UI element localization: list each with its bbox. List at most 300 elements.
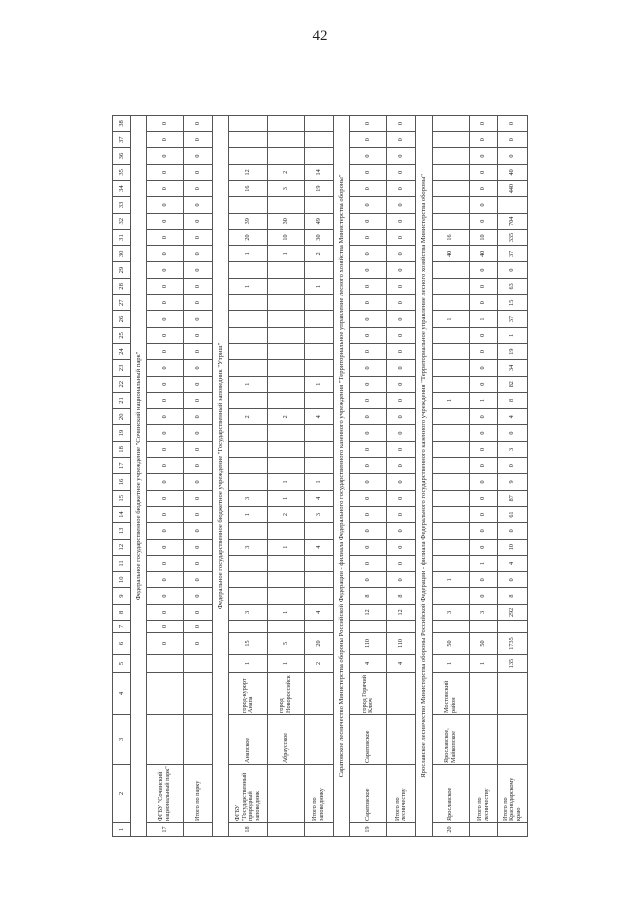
table-cell: 8 [498, 588, 528, 604]
table-cell: 0 [184, 539, 213, 555]
table-cell [229, 572, 268, 588]
table-cell: 3 [432, 604, 469, 620]
column-number-cell: 35 [113, 164, 131, 180]
table-cell: 10 [469, 229, 498, 245]
column-number-cell: 33 [113, 197, 131, 213]
table-cell [229, 262, 268, 278]
column-number-cell: 26 [113, 311, 131, 327]
table-cell: 0 [469, 148, 498, 164]
table-cell: 0 [387, 327, 416, 343]
table-cell: 17 [147, 823, 184, 837]
table-cell [229, 474, 268, 490]
table-cell [432, 506, 469, 522]
table-cell: 3 [229, 539, 268, 555]
table-cell: 1 [305, 278, 334, 294]
column-number-cell: 12 [113, 539, 131, 555]
table-cell: Мостовский район [432, 673, 469, 715]
table-cell [268, 458, 305, 474]
table-cell: ФГБУ "Сочинский национальный парк" [147, 765, 184, 823]
column-number-cell: 16 [113, 474, 131, 490]
table-cell: 0 [350, 262, 387, 278]
table-cell: 15 [229, 633, 268, 655]
table-cell [268, 392, 305, 408]
table-cell: 1 [229, 376, 268, 392]
table-cell: 0 [184, 197, 213, 213]
table-cell [305, 262, 334, 278]
table-cell: 0 [147, 409, 184, 425]
table-cell: 0 [469, 376, 498, 392]
table-cell [268, 572, 305, 588]
table-cell [432, 180, 469, 196]
table-cell: 34 [498, 360, 528, 376]
table-cell: 0 [469, 295, 498, 311]
table-cell: 0 [350, 458, 387, 474]
table-cell: 40 [498, 164, 528, 180]
table-cell [229, 425, 268, 441]
table-cell: город Горячий Ключ [350, 673, 387, 715]
table-cell: 2 [305, 655, 334, 673]
table-cell: 0 [184, 458, 213, 474]
table-cell: 0 [498, 148, 528, 164]
table-cell: 1 [305, 376, 334, 392]
table-cell: 0 [387, 572, 416, 588]
table-cell [268, 425, 305, 441]
table-cell: 8 [498, 392, 528, 408]
column-number-cell: 37 [113, 132, 131, 148]
table-cell [229, 343, 268, 359]
table-cell: 4 [305, 539, 334, 555]
table-cell [268, 148, 305, 164]
table-cell: 9 [498, 474, 528, 490]
table-cell: 12 [350, 604, 387, 620]
table-cell [268, 441, 305, 457]
table-cell: 0 [147, 572, 184, 588]
column-number-cell: 21 [113, 392, 131, 408]
table-cell: 0 [147, 343, 184, 359]
table-cell [305, 673, 334, 715]
table-cell: 0 [469, 441, 498, 457]
table-cell [498, 621, 528, 633]
section-title: Федеральное государственное бюджетное учреждение "Государственный заповедник "Утриш" [213, 115, 229, 836]
table-cell: 0 [498, 572, 528, 588]
table-cell: 0 [184, 588, 213, 604]
table-cell [268, 197, 305, 213]
table-cell: 0 [350, 392, 387, 408]
table-cell [305, 295, 334, 311]
table-cell: 4 [305, 490, 334, 506]
table-cell: 0 [184, 392, 213, 408]
table-cell [305, 311, 334, 327]
column-number-cell: 24 [113, 343, 131, 359]
table-cell: 135 [498, 655, 528, 673]
total-row [469, 115, 498, 836]
table-cell: 0 [184, 343, 213, 359]
table-cell: 1 [498, 327, 528, 343]
table-cell: 0 [469, 523, 498, 539]
column-number-cell: 6 [113, 633, 131, 655]
table-cell: 20 [229, 229, 268, 245]
table-cell [305, 523, 334, 539]
table-cell [305, 621, 334, 633]
forestry-statistics-table [112, 115, 528, 837]
table-cell: 61 [498, 506, 528, 522]
table-cell: Итого по лесничеству [387, 765, 416, 823]
table-cell [229, 621, 268, 633]
table-cell: 8 [350, 588, 387, 604]
table-cell: 0 [469, 327, 498, 343]
table-cell [432, 132, 469, 148]
table-cell [498, 673, 528, 715]
table-cell: 3 [268, 180, 305, 196]
table-cell [432, 327, 469, 343]
column-number-cell: 8 [113, 604, 131, 620]
table-cell: 0 [469, 539, 498, 555]
table-cell: 0 [387, 490, 416, 506]
table-cell: 4 [387, 655, 416, 673]
table-cell: 1 [432, 655, 469, 673]
table-cell: 87 [498, 490, 528, 506]
table-cell: 2 [305, 246, 334, 262]
table-cell: 292 [498, 604, 528, 620]
table-cell: 0 [469, 572, 498, 588]
table-cell [387, 621, 416, 633]
table-cell: 0 [147, 164, 184, 180]
table-cell [229, 327, 268, 343]
table-cell [305, 360, 334, 376]
table-cell: 0 [387, 229, 416, 245]
table-cell: 0 [350, 555, 387, 571]
table-cell [229, 588, 268, 604]
table-cell: Ярославское, Майкопское [432, 715, 469, 765]
table-cell: 0 [387, 539, 416, 555]
table-cell: 1 [469, 655, 498, 673]
table-cell: 0 [350, 441, 387, 457]
table-row [268, 115, 305, 836]
table-cell: 0 [350, 376, 387, 392]
table-cell: 2 [229, 409, 268, 425]
table-cell: 0 [350, 343, 387, 359]
table-cell: 3 [229, 604, 268, 620]
table-cell: 3 [229, 490, 268, 506]
table-cell [268, 115, 305, 131]
column-number-cell: 11 [113, 555, 131, 571]
table-cell: 0 [469, 180, 498, 196]
table-cell: 0 [387, 164, 416, 180]
page-number: 42 [312, 28, 328, 44]
table-cell: 0 [387, 506, 416, 522]
table-cell: 0 [387, 115, 416, 131]
column-number-cell: 13 [113, 523, 131, 539]
table-cell [229, 197, 268, 213]
total-row [387, 115, 416, 836]
table-cell: 0 [350, 311, 387, 327]
table-cell: 0 [387, 278, 416, 294]
column-number-cell: 28 [113, 278, 131, 294]
table-cell: 0 [350, 295, 387, 311]
table-cell [432, 523, 469, 539]
table-cell [184, 655, 213, 673]
table-cell: 0 [184, 115, 213, 131]
table-cell [229, 523, 268, 539]
table-cell [432, 278, 469, 294]
column-number-cell: 9 [113, 588, 131, 604]
table-cell [268, 132, 305, 148]
table-cell: 14 [305, 164, 334, 180]
table-cell: 0 [184, 506, 213, 522]
section-title: Ярославское лесничество Министерства обороны Российской Федерации - филиала Федерального государственного казенного учреждения "Территориальное управление лесного хозяйства Министерства обороны" [416, 115, 432, 836]
table-cell: 15 [498, 295, 528, 311]
table-cell: Итого по заповеднику [305, 765, 334, 823]
table-cell [432, 360, 469, 376]
table-cell [268, 765, 305, 823]
table-cell: 63 [498, 278, 528, 294]
table-cell: 335 [498, 229, 528, 245]
table-cell [305, 441, 334, 457]
table-cell: 0 [350, 474, 387, 490]
table-cell [229, 555, 268, 571]
table-cell: 40 [469, 246, 498, 262]
table-cell: 0 [147, 604, 184, 620]
table-cell [268, 262, 305, 278]
table-cell [432, 409, 469, 425]
table-cell [350, 621, 387, 633]
table-cell: Ярославское [432, 765, 469, 823]
table-row [432, 115, 469, 836]
table-cell: 1 [469, 555, 498, 571]
table-cell: 0 [184, 621, 213, 633]
table-cell: 0 [387, 392, 416, 408]
table-cell [305, 132, 334, 148]
column-number-cell: 3 [113, 715, 131, 765]
table-cell: 19 [498, 343, 528, 359]
table-cell: 0 [184, 278, 213, 294]
table-cell [147, 673, 184, 715]
table-cell: Абраусское [268, 715, 305, 765]
table-cell: 1 [268, 246, 305, 262]
column-number-cell: 34 [113, 180, 131, 196]
table-cell: 0 [147, 360, 184, 376]
table-cell [229, 360, 268, 376]
table-cell: 4 [350, 655, 387, 673]
column-number-cell: 36 [113, 148, 131, 164]
table-cell: 0 [350, 425, 387, 441]
table-cell [305, 327, 334, 343]
table-cell: 0 [387, 197, 416, 213]
table-cell: город Новороссийск [268, 673, 305, 715]
table-cell: 0 [184, 474, 213, 490]
table-cell: 39 [229, 213, 268, 229]
table-cell: Анапское [229, 715, 268, 765]
column-number-cell: 20 [113, 409, 131, 425]
table-cell: 0 [350, 148, 387, 164]
table-cell: 0 [184, 246, 213, 262]
table-cell [432, 539, 469, 555]
table-cell: 12 [229, 164, 268, 180]
table-cell [305, 715, 334, 765]
column-number-cell: 4 [113, 673, 131, 715]
table-cell: 37 [498, 311, 528, 327]
table-cell: 0 [184, 490, 213, 506]
table-cell [147, 715, 184, 765]
table-cell [147, 655, 184, 673]
table-cell [229, 392, 268, 408]
table-cell: 0 [147, 474, 184, 490]
section-title-row [416, 115, 432, 836]
column-number-cell: 38 [113, 115, 131, 131]
table-cell: 0 [350, 115, 387, 131]
table-cell: 0 [469, 278, 498, 294]
table-cell: 19 [350, 823, 387, 837]
table-cell [432, 164, 469, 180]
table-cell [184, 823, 213, 837]
table-cell [469, 823, 498, 837]
table-cell: город-курорт Анапа [229, 673, 268, 715]
table-cell: 110 [350, 633, 387, 655]
table-cell: 0 [387, 555, 416, 571]
table-cell: 0 [184, 213, 213, 229]
table-cell: 4 [305, 409, 334, 425]
table-cell: 0 [147, 148, 184, 164]
table-cell: 0 [147, 311, 184, 327]
table-cell: 0 [469, 458, 498, 474]
table-cell: 0 [184, 327, 213, 343]
table-cell: 0 [147, 197, 184, 213]
table-cell [268, 343, 305, 359]
table-cell [268, 823, 305, 837]
table-cell: 0 [350, 164, 387, 180]
table-cell: 0 [184, 132, 213, 148]
column-number-cell: 27 [113, 295, 131, 311]
table-cell: 0 [387, 376, 416, 392]
column-number-cell: 1 [113, 823, 131, 837]
table-cell: 0 [469, 588, 498, 604]
section-title-row [334, 115, 350, 836]
table-cell: 1735 [498, 633, 528, 655]
table-row [147, 115, 184, 836]
table-cell: 50 [469, 633, 498, 655]
table-cell: 0 [184, 633, 213, 655]
table-cell: 0 [184, 148, 213, 164]
table-cell [268, 295, 305, 311]
table-cell: 0 [147, 376, 184, 392]
table-cell: 1 [268, 655, 305, 673]
table-cell: 1 [268, 539, 305, 555]
table-cell: 82 [498, 376, 528, 392]
table-cell [432, 115, 469, 131]
column-number-cell: 32 [113, 213, 131, 229]
table-cell: 0 [184, 409, 213, 425]
table-cell: 0 [350, 132, 387, 148]
table-cell: 0 [387, 262, 416, 278]
table-cell: 0 [147, 262, 184, 278]
rotated-table-wrapper [112, 119, 528, 837]
table-cell [184, 715, 213, 765]
table-cell: 30 [305, 229, 334, 245]
table-cell [229, 132, 268, 148]
table-cell: 110 [387, 633, 416, 655]
table-cell: 0 [387, 409, 416, 425]
table-cell: 16 [229, 180, 268, 196]
table-cell [387, 673, 416, 715]
table-cell [498, 715, 528, 765]
table-cell: 0 [387, 425, 416, 441]
table-cell [268, 360, 305, 376]
total-row [305, 115, 334, 836]
table-cell: 0 [184, 360, 213, 376]
table-cell: 0 [350, 213, 387, 229]
table-cell [268, 621, 305, 633]
column-number-cell: 29 [113, 262, 131, 278]
table-cell [305, 148, 334, 164]
table-cell: 30 [268, 213, 305, 229]
column-number-cell: 22 [113, 376, 131, 392]
table-cell: 0 [147, 506, 184, 522]
table-cell: 0 [350, 278, 387, 294]
table-cell: 0 [469, 213, 498, 229]
table-cell: 0 [147, 327, 184, 343]
table-cell: ФГБУ "Государственный природный заповедник [229, 765, 268, 823]
table-cell: 0 [350, 506, 387, 522]
table-cell: 0 [184, 555, 213, 571]
column-number-cell: 2 [113, 765, 131, 823]
table-cell: 1 [229, 278, 268, 294]
table-cell: 0 [147, 132, 184, 148]
table-cell: 0 [350, 572, 387, 588]
table-cell [432, 197, 469, 213]
table-cell: 0 [147, 115, 184, 131]
table-cell: 0 [184, 164, 213, 180]
table-cell [432, 474, 469, 490]
table-cell: 1 [469, 392, 498, 408]
table-cell: 0 [469, 425, 498, 441]
table-cell: 0 [350, 327, 387, 343]
table-cell: 0 [387, 343, 416, 359]
table-cell: 1 [432, 392, 469, 408]
table-cell: 49 [305, 213, 334, 229]
table-cell: 0 [147, 229, 184, 245]
table-cell: 1 [229, 655, 268, 673]
table-cell: 0 [147, 392, 184, 408]
table-cell: 0 [350, 246, 387, 262]
table-cell [305, 588, 334, 604]
total-row [498, 115, 528, 836]
table-cell: 3 [305, 506, 334, 522]
table-cell [268, 327, 305, 343]
table-cell: 0 [387, 295, 416, 311]
table-cell [184, 673, 213, 715]
column-number-cell: 19 [113, 425, 131, 441]
table-cell: 0 [469, 262, 498, 278]
table-cell [432, 213, 469, 229]
table-cell: 0 [184, 523, 213, 539]
table-cell: 440 [498, 180, 528, 196]
table-cell [305, 115, 334, 131]
table-cell: 0 [387, 441, 416, 457]
table-cell: 0 [350, 539, 387, 555]
table-cell: 20 [432, 823, 469, 837]
table-cell: 0 [498, 425, 528, 441]
table-cell: 0 [387, 246, 416, 262]
table-cell: 10 [268, 229, 305, 245]
table-cell: 0 [469, 343, 498, 359]
column-number-cell: 18 [113, 441, 131, 457]
table-cell [498, 197, 528, 213]
table-cell: 0 [147, 490, 184, 506]
table-cell: 0 [350, 197, 387, 213]
table-cell: 0 [147, 278, 184, 294]
table-cell [498, 823, 528, 837]
table-cell: 4 [498, 409, 528, 425]
